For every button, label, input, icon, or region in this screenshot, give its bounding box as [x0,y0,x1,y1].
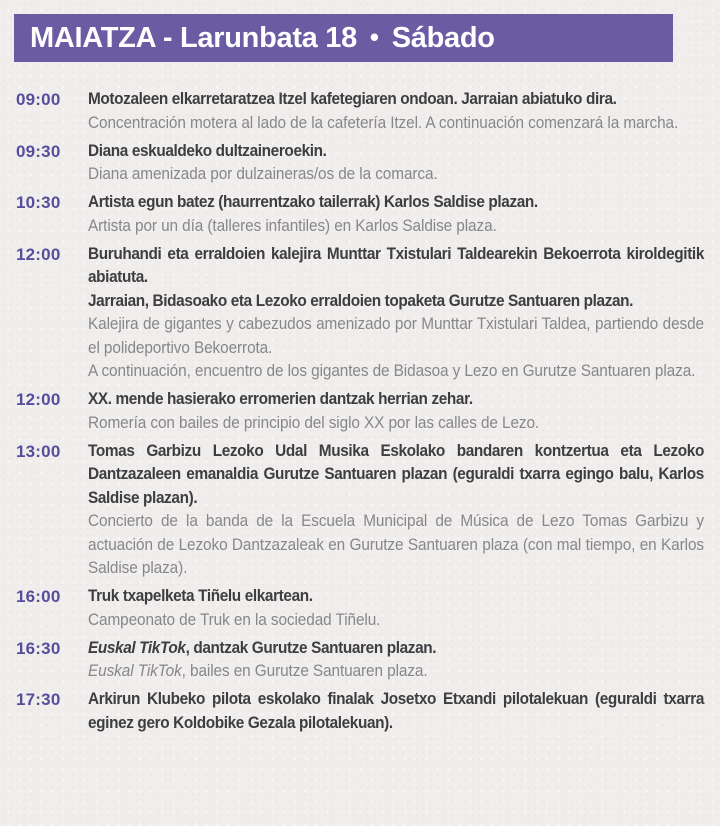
event-text-segment: Romería con bailes de principio del siglo XX por las calles de Lezo. [88,413,540,432]
event-time: 16:30 [16,638,61,658]
event-text-segment: , dantzak Gurutze Santuaren plazan. [185,638,437,657]
event-text-segment: Arkirun Klubeko pilota eskolako finalak Josetxo Etxandi pilotalekuan (eguraldi txarra eginez gero Koldobike Gezala pilotalekuan). [88,690,704,732]
event-texts [88,191,704,238]
event-time: 17:30 [16,690,61,709]
event-text-segment: Artista egun batez (haurrentzako tailerrak) Karlos Saldise plazan. [88,193,538,211]
event-text-spanish [88,660,704,684]
day-banner [14,14,673,62]
event-text-basque [88,243,704,290]
schedule-row [16,243,720,384]
event-text-segment: , bailes en Gurutze Santuaren plaza. [181,662,428,680]
event-text-spanish [88,360,704,384]
event-text-basque [88,290,704,314]
event-text-basque [88,88,704,112]
event-time: 12:00 [16,390,61,409]
event-time: 10:30 [16,193,61,212]
schedule-row [16,88,720,135]
event-time: 09:00 [16,90,61,109]
event-text-spanish [88,163,704,187]
event-text-spanish [88,313,704,360]
event-text-segment: Motozaleen elkarretaratzea Itzel kafetegiaren ondoan. Jarraian abiatuko dira. [88,90,617,108]
event-text-segment: A continuación, encuentro de los gigantes de Bidasoa y Lezo en Gurutze Santuaren plaza. [88,362,696,380]
event-text-segment: Concentración motera al lado de la cafetería Itzel. A continuación comenzará la marcha. [88,113,679,132]
event-time: 13:00 [16,441,61,461]
event-text-segment: Campeonato de Truk en la sociedad Tiñelu. [88,610,381,629]
day-title-basque: MAIATZA - Larunbata 18 [30,21,357,54]
event-texts [88,585,704,632]
event-text-spanish [88,215,704,239]
event-texts [88,243,704,384]
event-text-segment: Euskal TikTok [88,662,182,680]
schedule-row [16,440,720,581]
event-text-segment: Euskal TikTok [88,638,186,657]
event-text-segment: Diana amenizada por dulzaineras/os de la comarca. [88,165,438,183]
event-time: 16:00 [16,587,61,606]
event-texts [88,440,704,581]
schedule-row [16,388,720,435]
schedule-row [16,140,720,187]
event-text-segment: Truk txapelketa Tiñelu elkartean. [88,587,313,605]
schedule-row [16,585,720,632]
event-text-segment: XX. mende hasierako erromerien dantzak herrian zehar. [88,390,473,408]
event-texts [88,88,704,135]
event-texts [88,140,704,187]
event-text-basque [88,585,704,609]
event-text-basque [88,388,704,412]
event-text-segment: Diana eskualdeko dultzaineroekin. [88,141,327,160]
event-text-segment: Kalejira de gigantes y cabezudos amenizado por Munttar Txistulari Taldea, partiendo desde el polideportivo Bekoerrota. [88,315,704,357]
day-title-spanish: Sábado [391,21,495,54]
event-text-segment: Tomas Garbizu Lezoko Udal Musika Eskolako bandaren kontzertua eta Lezoko Dantzazaleen emanaldia Gurutze Santuaren plazan (eguraldi txarra egingo balu, Karlos Saldise plazan). [88,441,704,507]
event-text-spanish [88,112,704,136]
event-texts [88,688,704,735]
event-text-basque [88,191,704,215]
event-text-segment: Buruhandi eta erraldoien kalejira Munttar Txistulari Taldearekin Bekoerrota kiroldegitik abiatuta. [88,244,704,286]
schedule-row [16,637,720,684]
event-text-basque [88,440,704,511]
schedule-row [16,191,720,238]
bullet-separator: • [369,21,379,52]
schedule-row [16,688,720,735]
event-text-spanish [88,412,704,436]
schedule-list [16,88,720,735]
event-time: 09:30 [16,141,61,161]
event-text-segment: Artista por un día (talleres infantiles) en Karlos Saldise plaza. [88,216,497,235]
event-text-segment: Jarraian, Bidasoako eta Lezoko erraldoien topaketa Gurutze Santuaren plazan. [88,291,634,310]
event-text-spanish [88,609,704,633]
event-text-segment: Concierto de la banda de la Escuela Municipal de Música de Lezo Tomas Garbizu y actuación de Lezoko Dantzazaleak en Gurutze Santuaren plaza (con mal tiempo, en Karlos Saldise plaza). [88,512,704,577]
event-time: 12:00 [16,244,61,264]
event-texts [88,637,704,684]
event-text-basque [88,637,704,661]
event-text-basque [88,688,704,735]
event-texts [88,388,704,435]
event-text-basque [88,140,704,164]
event-text-spanish [88,510,704,581]
